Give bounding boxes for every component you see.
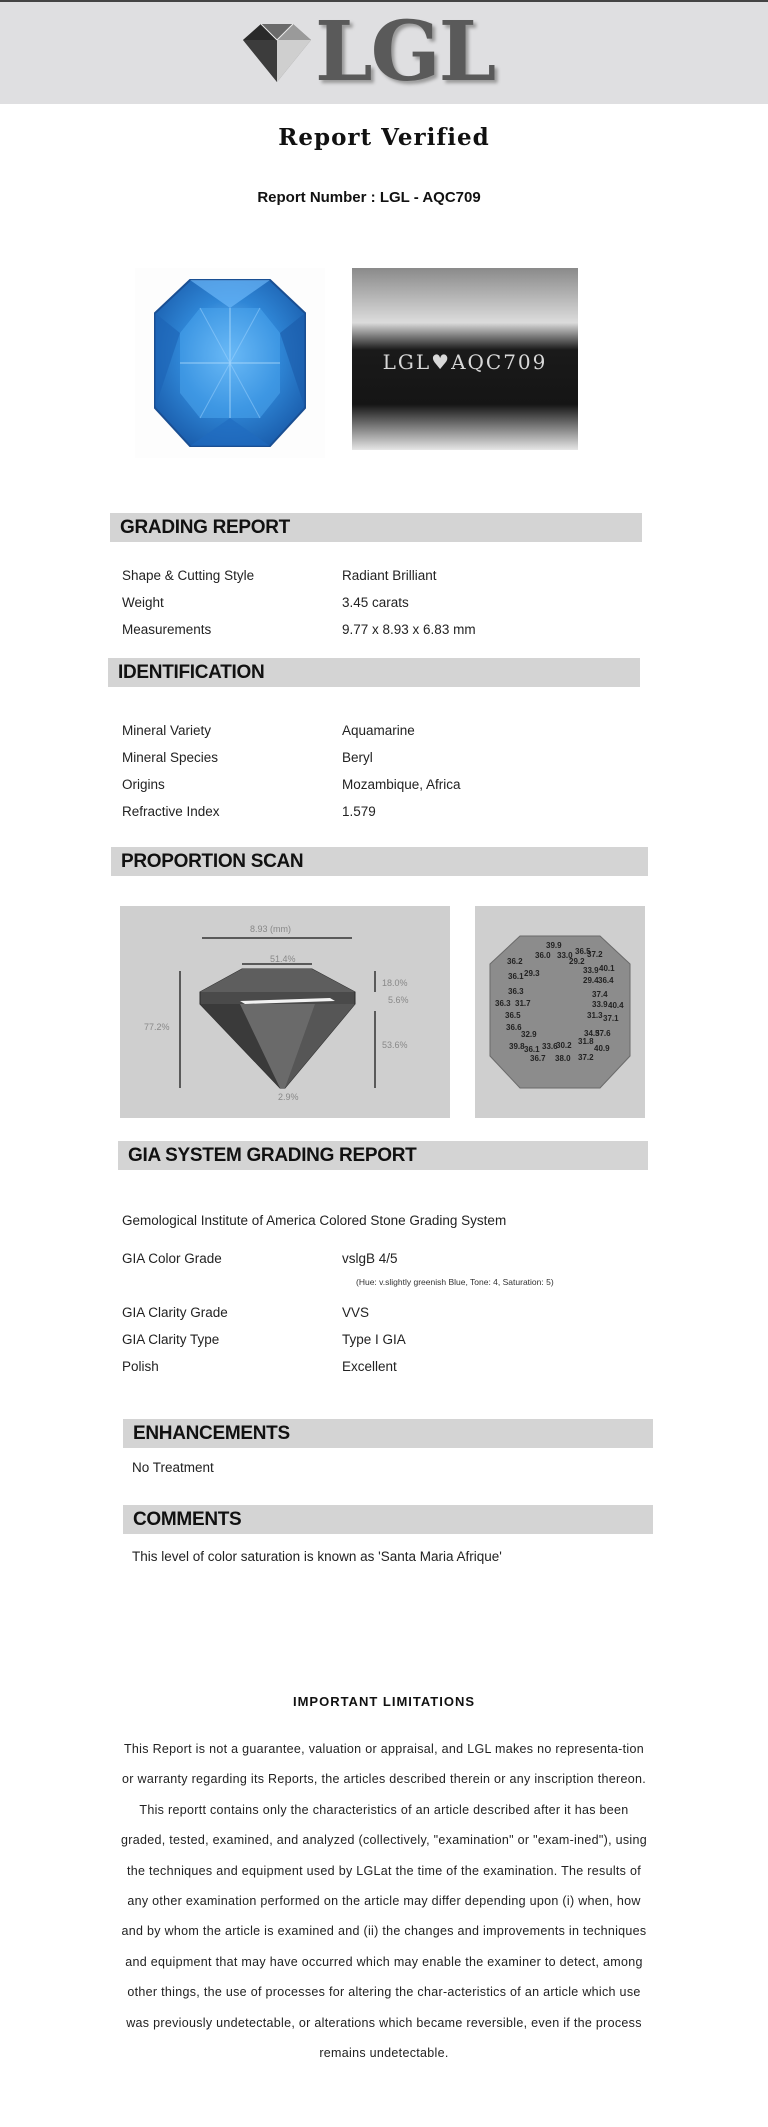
depth-label: 77.2% <box>144 1022 170 1032</box>
zone-value: 37.6 <box>595 1029 611 1038</box>
enhancements-text: No Treatment <box>132 1460 214 1475</box>
refractive-index-value: 1.579 <box>342 804 376 819</box>
mineral-variety-value: Aquamarine <box>342 723 415 738</box>
enhancements-header <box>123 1419 653 1448</box>
comments-text: This level of color saturation is known as 'Santa Maria Afrique' <box>132 1549 502 1564</box>
gia-report-header <box>118 1141 648 1170</box>
zone-value: 30.2 <box>556 1041 572 1050</box>
grading-report-title: GRADING REPORT <box>120 517 290 538</box>
zone-value: 39.9 <box>546 941 562 950</box>
gia-report-table <box>110 1170 660 1375</box>
identification-table <box>108 687 658 827</box>
zone-value: 36.4 <box>598 976 614 985</box>
zone-value: 31.8 <box>578 1037 594 1046</box>
zone-value: 36.3 <box>495 999 511 1008</box>
page-title: Report Verified <box>278 124 490 151</box>
zone-value: 36.5 <box>505 1011 521 1020</box>
culet-label: 2.9% <box>278 1092 299 1102</box>
girdle-label: 5.6% <box>388 995 409 1005</box>
zone-value: 39.8 <box>509 1042 525 1051</box>
zone-value: 38.0 <box>555 1054 571 1063</box>
gia-color-grade-label: GIA Color Grade <box>122 1251 222 1266</box>
gia-color-note: (Hue: v.slightly greenish Blue, Tone: 4, Saturation: 5) <box>356 1277 554 1287</box>
zone-value: 36.5 <box>575 947 591 956</box>
zone-value: 37.4 <box>592 990 608 999</box>
zone-value: 29.3 <box>524 969 540 978</box>
inscription-photo <box>352 268 578 450</box>
zone-value: 31.3 <box>587 1011 603 1020</box>
measurements-value: 9.77 x 8.93 x 6.83 mm <box>342 622 476 637</box>
identification-header <box>108 658 640 687</box>
zone-value: 37.1 <box>603 1014 619 1023</box>
limitations-title: IMPORTANT LIMITATIONS <box>292 1694 476 1709</box>
zone-value: 36.3 <box>508 987 524 996</box>
zone-value: 33.9 <box>583 966 599 975</box>
gia-color-grade-value: vslgB 4/5 <box>342 1251 398 1266</box>
zone-value: 37.2 <box>578 1053 594 1062</box>
shape-value: Radiant Brilliant <box>342 568 437 583</box>
gia-clarity-type-value: Type I GIA <box>342 1332 406 1347</box>
crown-label: 18.0% <box>382 978 408 988</box>
grading-report-header <box>110 513 642 542</box>
mineral-species-value: Beryl <box>342 750 373 765</box>
zone-value: 40.4 <box>608 1001 624 1010</box>
zone-value: 36.0 <box>535 951 551 960</box>
identification-title: IDENTIFICATION <box>118 662 265 683</box>
diamond-logo-icon <box>233 18 315 88</box>
limitations-body: This Report is not a guarantee, valuation or appraisal, and LGL makes no representa-tion or warranty regarding its Reports, the articles described therein or any inscription thereon. This reportt contains only the characteristics of an article described after it has been graded, tested, examined, and analyzed (collectively, "examination" or "exam-ined"), using the techniques and equipment used by LGLat the time of the examination. The results of any other examination performed on the article may differ depending upon (i) when, how and by whom the article is examined and (ii) the changes and improvements in techniques and equipment that may have occurred which may enable the examiner to detect, among other things, the use of processes for altering the char-acteristics of an article which use was previously undetectable, or alterations which became reversible, even if the process remains undetectable. <box>120 1742 648 2061</box>
polish-label: Polish <box>122 1359 159 1374</box>
logo-text: LGL <box>315 4 495 100</box>
polish-value: Excellent <box>342 1359 397 1374</box>
zone-value: 33.0 <box>557 951 573 960</box>
zone-value: 36.1 <box>508 972 524 981</box>
inscription-text: LGL♥AQC709 <box>382 350 548 374</box>
origins-label: Origins <box>122 777 165 792</box>
table-label: 51.4% <box>270 954 296 964</box>
pavilion-label: 53.6% <box>382 1040 408 1050</box>
zone-value: 36.7 <box>530 1054 546 1063</box>
zone-value: 33.9 <box>592 1000 608 1009</box>
lgl-logo <box>233 4 495 100</box>
enhancements-title: ENHANCEMENTS <box>133 1423 290 1444</box>
gia-clarity-grade-value: VVS <box>342 1305 370 1320</box>
zone-value: 36.6 <box>506 1023 522 1032</box>
mineral-species-label: Mineral Species <box>122 750 219 765</box>
refractive-index-label: Refractive Index <box>122 804 220 819</box>
comments-title: COMMENTS <box>133 1509 242 1530</box>
grading-report-table <box>110 542 658 652</box>
zone-value: 29.2 <box>569 957 585 966</box>
profile-diagram <box>120 906 450 1118</box>
zone-value: 36.1 <box>524 1045 540 1054</box>
gia-clarity-grade-label: GIA Clarity Grade <box>122 1305 228 1320</box>
zone-value: 37.2 <box>587 950 603 959</box>
zone-value: 32.9 <box>521 1030 537 1039</box>
proportion-scan-title: PROPORTION SCAN <box>121 851 304 872</box>
zone-value: 36.2 <box>507 957 523 966</box>
report-number: Report Number : LGL - AQC709 <box>257 189 481 206</box>
origins-value: Mozambique, Africa <box>342 777 461 792</box>
gia-subtitle: Gemological Institute of America Colored Stone Grading System <box>122 1213 507 1228</box>
gia-clarity-type-label: GIA Clarity Type <box>122 1332 220 1347</box>
weight-label: Weight <box>122 595 164 610</box>
mineral-variety-label: Mineral Variety <box>122 723 212 738</box>
gemstone-image <box>135 268 325 458</box>
measurements-label: Measurements <box>122 622 212 637</box>
shape-label: Shape & Cutting Style <box>122 568 255 583</box>
gia-report-title: GIA SYSTEM GRADING REPORT <box>128 1145 417 1166</box>
weight-value: 3.45 carats <box>342 595 409 610</box>
zone-value: 31.7 <box>515 999 531 1008</box>
width-label: 8.93 (mm) <box>250 924 292 934</box>
proportion-scan-header <box>111 847 648 876</box>
zone-value: 29.4 <box>583 976 599 985</box>
zone-value: 40.9 <box>594 1044 610 1053</box>
zone-value: 33.6 <box>542 1042 558 1051</box>
face-up-scan <box>475 906 645 1118</box>
zone-value: 40.1 <box>599 964 615 973</box>
comments-header <box>123 1505 653 1534</box>
zone-value: 34.5 <box>584 1029 600 1038</box>
